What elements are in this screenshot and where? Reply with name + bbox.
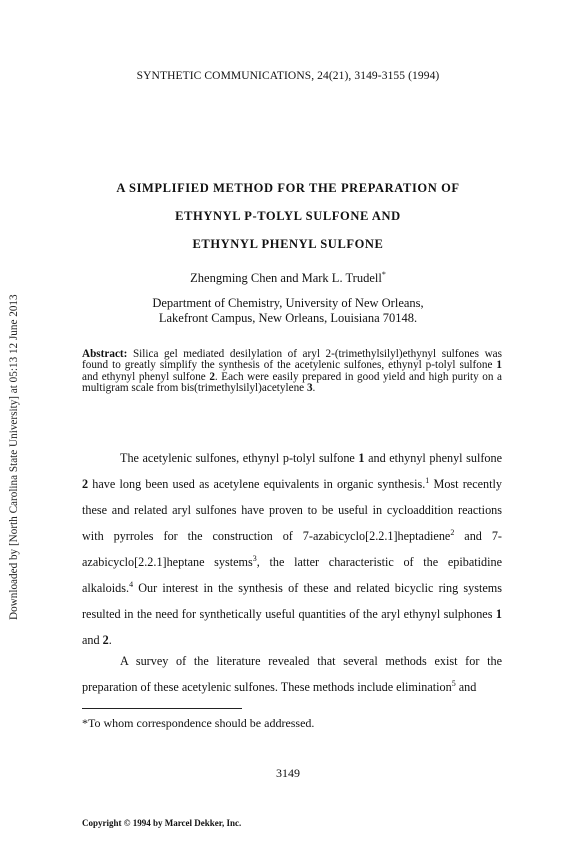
compound-ref: 2 [82, 477, 89, 491]
title-line-1: A SIMPLIFIED METHOD FOR THE PREPARATION OF [116, 181, 460, 195]
abstract-text: Silica gel mediated desilylation of aryl 2-(trimethylsilyl)ethynyl sulfones was found to greatly simplify the synthesis of the acetylenic sulfones, ethynyl p-tolyl sulfone [82, 348, 502, 372]
title-line-2: ETHYNYL P-TOLYL SULFONE AND [175, 209, 401, 223]
journal-header: SYNTHETIC COMMUNICATIONS, 24(21), 3149-3155 (1994) [136, 70, 440, 82]
citation-ref: 4 [129, 579, 134, 589]
body-text: Most recently these and related aryl sulfones have proven to be useful in cycloaddition reactions with pyrroles for the construction of 7-azabicyclo[2.2.1]heptadiene [82, 477, 502, 543]
abstract-text: . [312, 382, 316, 395]
body-text: and [455, 680, 477, 694]
footnote: *To whom correspondence should be addressed. [82, 716, 315, 730]
affiliation-line-2: Lakefront Campus, New Orleans, Louisiana 70148. [158, 311, 418, 325]
body-text: and ethynyl phenyl sulfone [364, 451, 503, 465]
footnote-divider [82, 708, 242, 709]
body-text: have long been used as acetylene equivalents in organic synthesis. [88, 477, 426, 491]
body-text: The acetylenic sulfones, ethynyl p-tolyl sulfone [120, 451, 359, 465]
page-number: 3149 [276, 766, 300, 780]
body-text: and [82, 633, 103, 647]
abstract-text: . Each were easily prepared in good yield and high purity on a multigram scale from bis(trimethylsilyl)acetylene [82, 370, 503, 395]
copyright-notice: Copyright © 1994 by Marcel Dekker, Inc. [82, 818, 242, 828]
citation-ref: 5 [451, 678, 456, 688]
body-paragraph-1 [82, 445, 502, 653]
citation-ref: 1 [425, 475, 430, 485]
download-sidebar-note: Downloaded by [North Carolina State University] at 05:13 12 June 2013 [8, 294, 20, 620]
affiliation-line-1: Department of Chemistry, University of New Orleans, [152, 296, 424, 310]
body-text: . [108, 633, 112, 647]
author-names: Zhengming Chen and Mark L. Trudell [190, 271, 382, 285]
compound-ref: 1 [495, 607, 502, 621]
compound-ref: 2 [209, 370, 215, 383]
body-paragraph-2 [82, 648, 502, 700]
title-line-3: ETHYNYL PHENYL SULFONE [192, 237, 384, 251]
abstract-text: and ethynyl phenyl sulfone [82, 370, 210, 383]
body-text: A survey of the literature revealed that several methods exist for the preparation of these acetylenic sulfones. These methods include elimination [82, 654, 502, 694]
citation-ref: 2 [450, 527, 455, 537]
abstract [82, 349, 502, 395]
corresponding-mark: * [381, 269, 386, 279]
body-text: Our interest in the synthesis of these and related bicyclic ring systems resulted in the need for synthetically useful quantities of the aryl ethynyl sulphones [82, 581, 502, 621]
citation-ref: 3 [252, 553, 257, 563]
compound-ref: 3 [306, 382, 313, 395]
body-text: , the latter characteristic of the epibatidine alkaloids. [82, 555, 502, 595]
authors [0, 271, 576, 286]
abstract-label: Abstract: [82, 348, 128, 360]
compound-ref: 1 [496, 359, 502, 372]
body-text: and 7-azabicyclo[2.2.1]heptane systems [82, 529, 502, 569]
compound-ref: 2 [102, 633, 109, 647]
compound-ref: 1 [358, 451, 365, 465]
